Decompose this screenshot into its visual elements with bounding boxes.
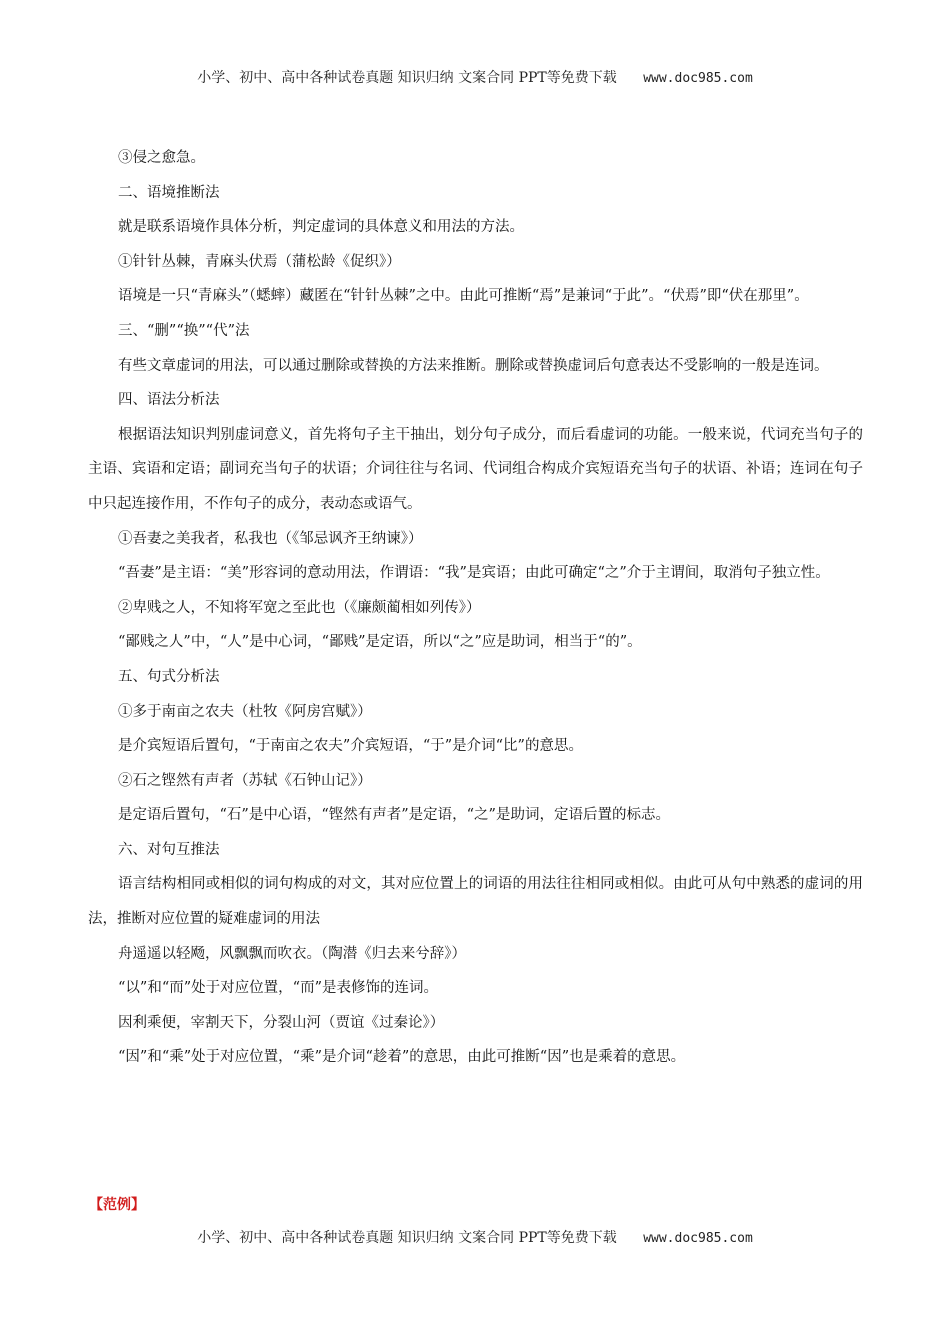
paragraph: 就是联系语境作具体分析，判定虚词的具体意义和用法的方法。: [118, 219, 524, 236]
section-heading: 二、语境推断法: [118, 184, 220, 201]
paragraph: “鄙贱之人”中，“人”是中心词，“鄙贱”是定语，所以“之”应是助词，相当于“的”。: [118, 634, 642, 651]
section-heading: 五、句式分析法: [118, 668, 220, 685]
paragraph: 有些文章虚词的用法，可以通过删除或替换的方法来推断。删除或替换虚词后句意表达不受影响的一般是连词。: [118, 357, 829, 374]
example-sentence: 舟遥遥以轻飏，风飘飘而吹衣。（陶潜《归去来兮辞》）: [118, 945, 466, 962]
paragraph: “吾妻”是主语：“美”形容词的意动用法，作谓语：“我”是宾语；由此可确定“之”介于主谓间，取消句子独立性。: [118, 565, 830, 582]
document-body: [88, 141, 863, 1075]
example-sentence: ①吾妻之美我者，私我也（《邹忌讽齐王纳谏》）: [118, 530, 423, 547]
section-heading: 六、对句互推法: [118, 841, 220, 858]
header-text: 小学、初中、高中各种试卷真题 知识归纳 文案合同 PPT等免费下载: [197, 70, 617, 86]
paragraph: 根据语法知识判别虚词意义，首先将句子主干抽出，划分句子成分，而后看虚词的功能。一般来说，代词充当句子的主语、宾语和定语；副词充当句子的状语；介词往往与名词、代词组合构成介宾短语充当句子的状语、补语；连词在句子中只起连接作用，不作句子的成分，表动态或语气。: [88, 426, 863, 512]
example-sentence: ①多于南亩之农夫（杜牧《阿房宫赋》）: [118, 703, 372, 720]
example-sentence: ①针针丛棘，青麻头伏焉（蒲松龄《促织》）: [118, 253, 401, 270]
paragraph: 语境是一只“青麻头”（蟋蟀）藏匿在“针针丛棘”之中。由此可推断“焉”是兼词“于此”。“伏焉”即“伏在那里”。: [118, 288, 809, 305]
section-heading: 四、语法分析法: [118, 392, 220, 409]
footer-text: 小学、初中、高中各种试卷真题 知识归纳 文案合同 PPT等免费下载: [197, 1230, 617, 1246]
paragraph: 是定语后置句，“石”是中心语，“铿然有声者”是定语，“之”是助词，定语后置的标志。: [118, 807, 670, 824]
header-site-link[interactable]: www.doc985.com: [643, 71, 753, 86]
footer-site-link[interactable]: www.doc985.com: [643, 1231, 753, 1246]
paragraph: ③侵之愈急。: [118, 150, 205, 166]
paragraph: “因”和“乘”处于对应位置，“乘”是介词“趁着”的意思，由此可推断“因”也是乘着的意思。: [118, 1049, 686, 1066]
page-header: [0, 67, 950, 87]
paragraph: 是介宾短语后置句，“于南亩之农夫”介宾短语，“于”是介词“比”的意思。: [118, 738, 583, 755]
example-sentence: 因利乘便，宰割天下，分裂山河（贾谊《过秦论》）: [118, 1014, 445, 1031]
page-footer: [0, 1227, 950, 1247]
sample-tag: 【范例】: [89, 1197, 145, 1213]
example-sentence: ②卑贱之人，不知将军宽之至此也（《廉颇蔺相如列传》）: [118, 599, 481, 616]
section-heading: 三、“删”“换”“代”法: [118, 322, 250, 339]
paragraph: 语言结构相同或相似的词句构成的对文，其对应位置上的词语的用法往往相同或相似。由此可从句中熟悉的虚词的用法，推断对应位置的疑难虚词的用法: [88, 876, 863, 928]
example-sentence: ②石之铿然有声者（苏轼《石钟山记》）: [118, 772, 372, 789]
paragraph: “以”和“而”处于对应位置，“而”是表修饰的连词。: [118, 980, 438, 997]
